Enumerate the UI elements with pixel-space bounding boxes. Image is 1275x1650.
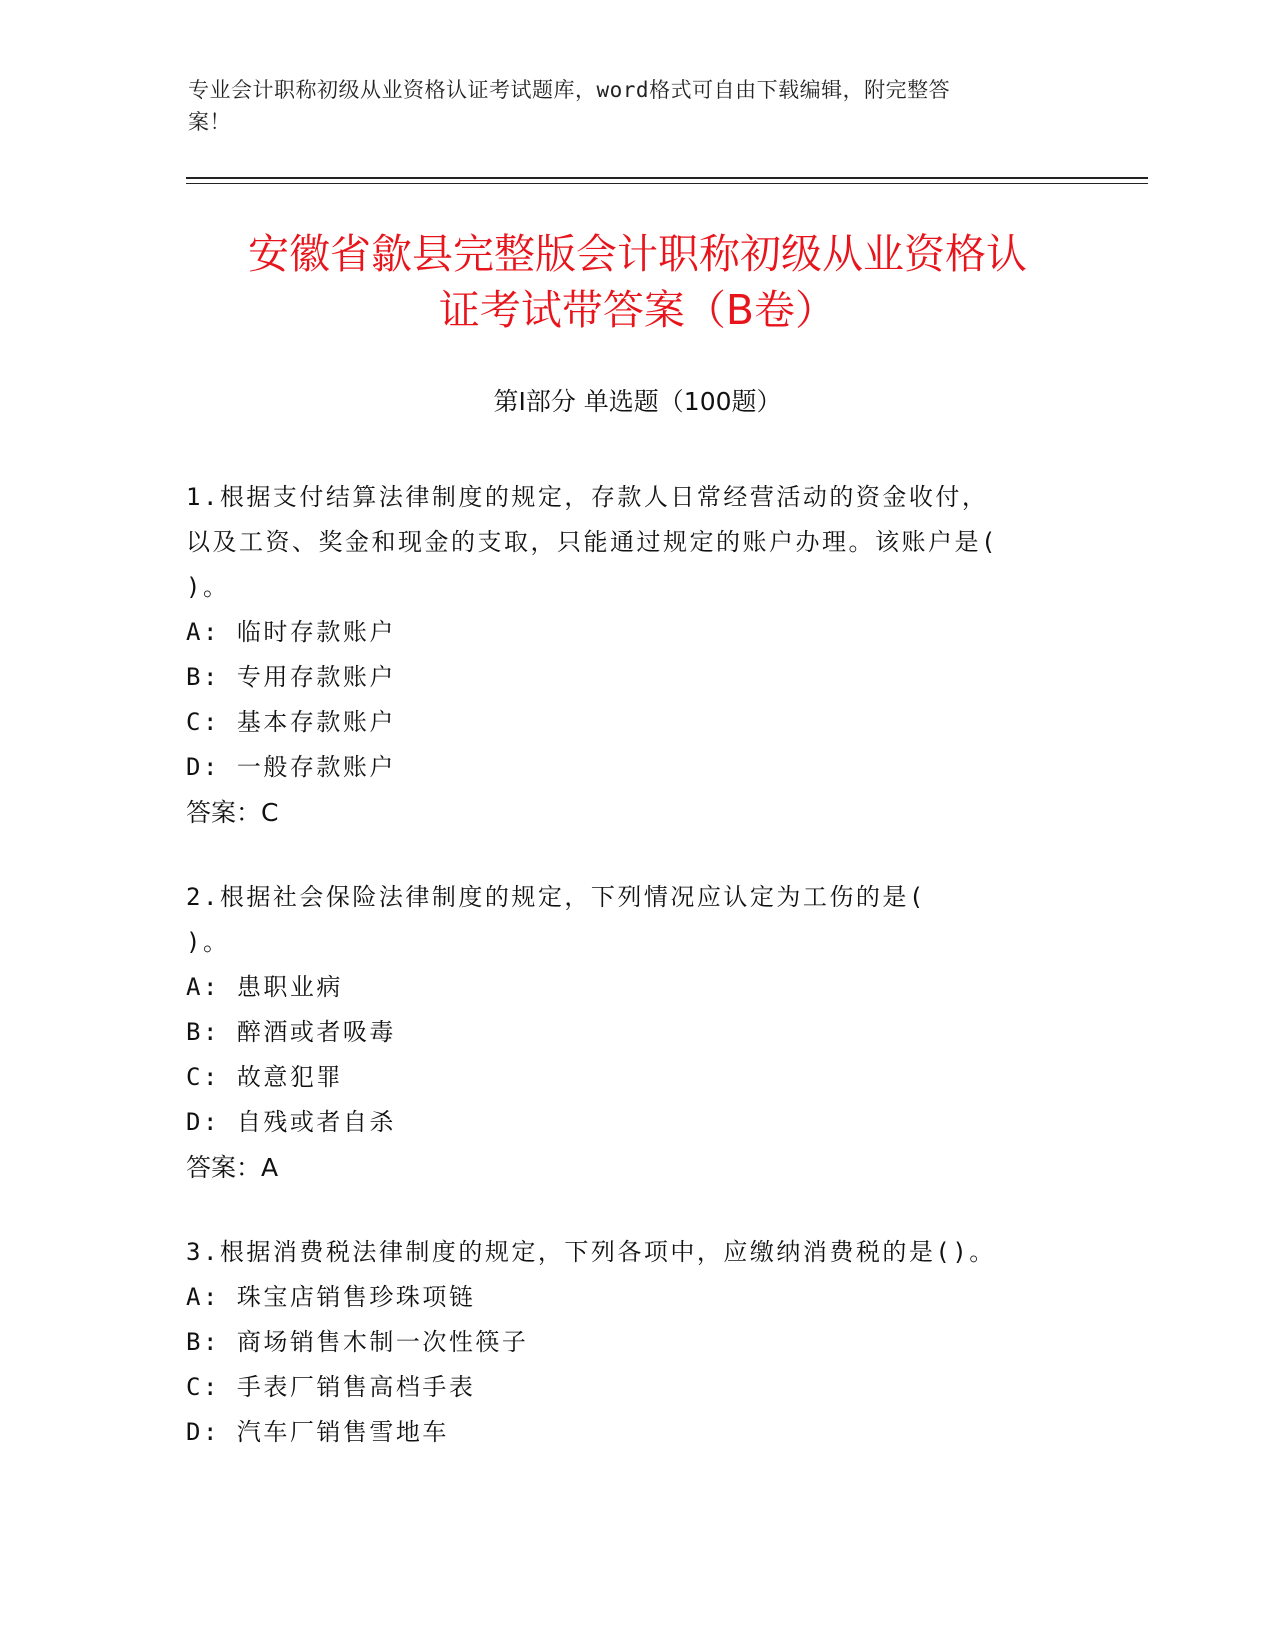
question-stem-line: )。 bbox=[186, 928, 230, 956]
option-c: C: 基本存款账户 bbox=[186, 708, 396, 736]
question-list bbox=[186, 475, 1086, 1495]
option-d: D: 一般存款账户 bbox=[186, 753, 396, 781]
section-title: 第Ⅰ部分 单选题（100题） bbox=[493, 387, 782, 416]
option-b: B: 醉酒或者吸毒 bbox=[186, 1018, 396, 1046]
option-a: A: 患职业病 bbox=[186, 973, 343, 1001]
question-2 bbox=[186, 875, 1086, 1190]
document-title-line-2: 证考试带答案（B卷） bbox=[438, 286, 837, 334]
header-divider-thin bbox=[186, 183, 1148, 184]
option-d: D: 自残或者自杀 bbox=[186, 1108, 396, 1136]
header-note-line-2: 案！ bbox=[188, 110, 231, 134]
question-stem-line: 1.根据支付结算法律制度的规定，存款人日常经营活动的资金收付， bbox=[186, 483, 989, 511]
question-stem-line: 以及工资、奖金和现金的支取，只能通过规定的账户办理。该账户是( bbox=[186, 528, 998, 556]
question-stem-line: )。 bbox=[186, 573, 230, 601]
answer: 答案：A bbox=[186, 1153, 279, 1182]
option-b: B: 专用存款账户 bbox=[186, 663, 396, 691]
header-divider-thick bbox=[186, 177, 1148, 179]
question-1 bbox=[186, 475, 1086, 835]
option-a: A: 临时存款账户 bbox=[186, 618, 396, 646]
question-3 bbox=[186, 1230, 1086, 1455]
option-d: D: 汽车厂销售雪地车 bbox=[186, 1418, 449, 1446]
option-b: B: 商场销售木制一次性筷子 bbox=[186, 1328, 529, 1356]
document-title-line-1: 安徽省歙县完整版会计职称初级从业资格认 bbox=[248, 230, 1027, 278]
option-c: C: 故意犯罪 bbox=[186, 1063, 343, 1091]
header-note bbox=[188, 74, 1068, 138]
question-stem-line: 3.根据消费税法律制度的规定，下列各项中，应缴纳消费税的是()。 bbox=[186, 1238, 996, 1266]
option-c: C: 手表厂销售高档手表 bbox=[186, 1373, 476, 1401]
question-stem-line: 2.根据社会保险法律制度的规定，下列情况应认定为工伤的是( bbox=[186, 883, 926, 911]
option-a: A: 珠宝店销售珍珠项链 bbox=[186, 1283, 476, 1311]
document-title bbox=[150, 226, 1125, 338]
answer: 答案：C bbox=[186, 798, 279, 827]
header-note-line-1: 专业会计职称初级从业资格认证考试题库，word格式可自由下载编辑，附完整答 bbox=[188, 78, 951, 102]
